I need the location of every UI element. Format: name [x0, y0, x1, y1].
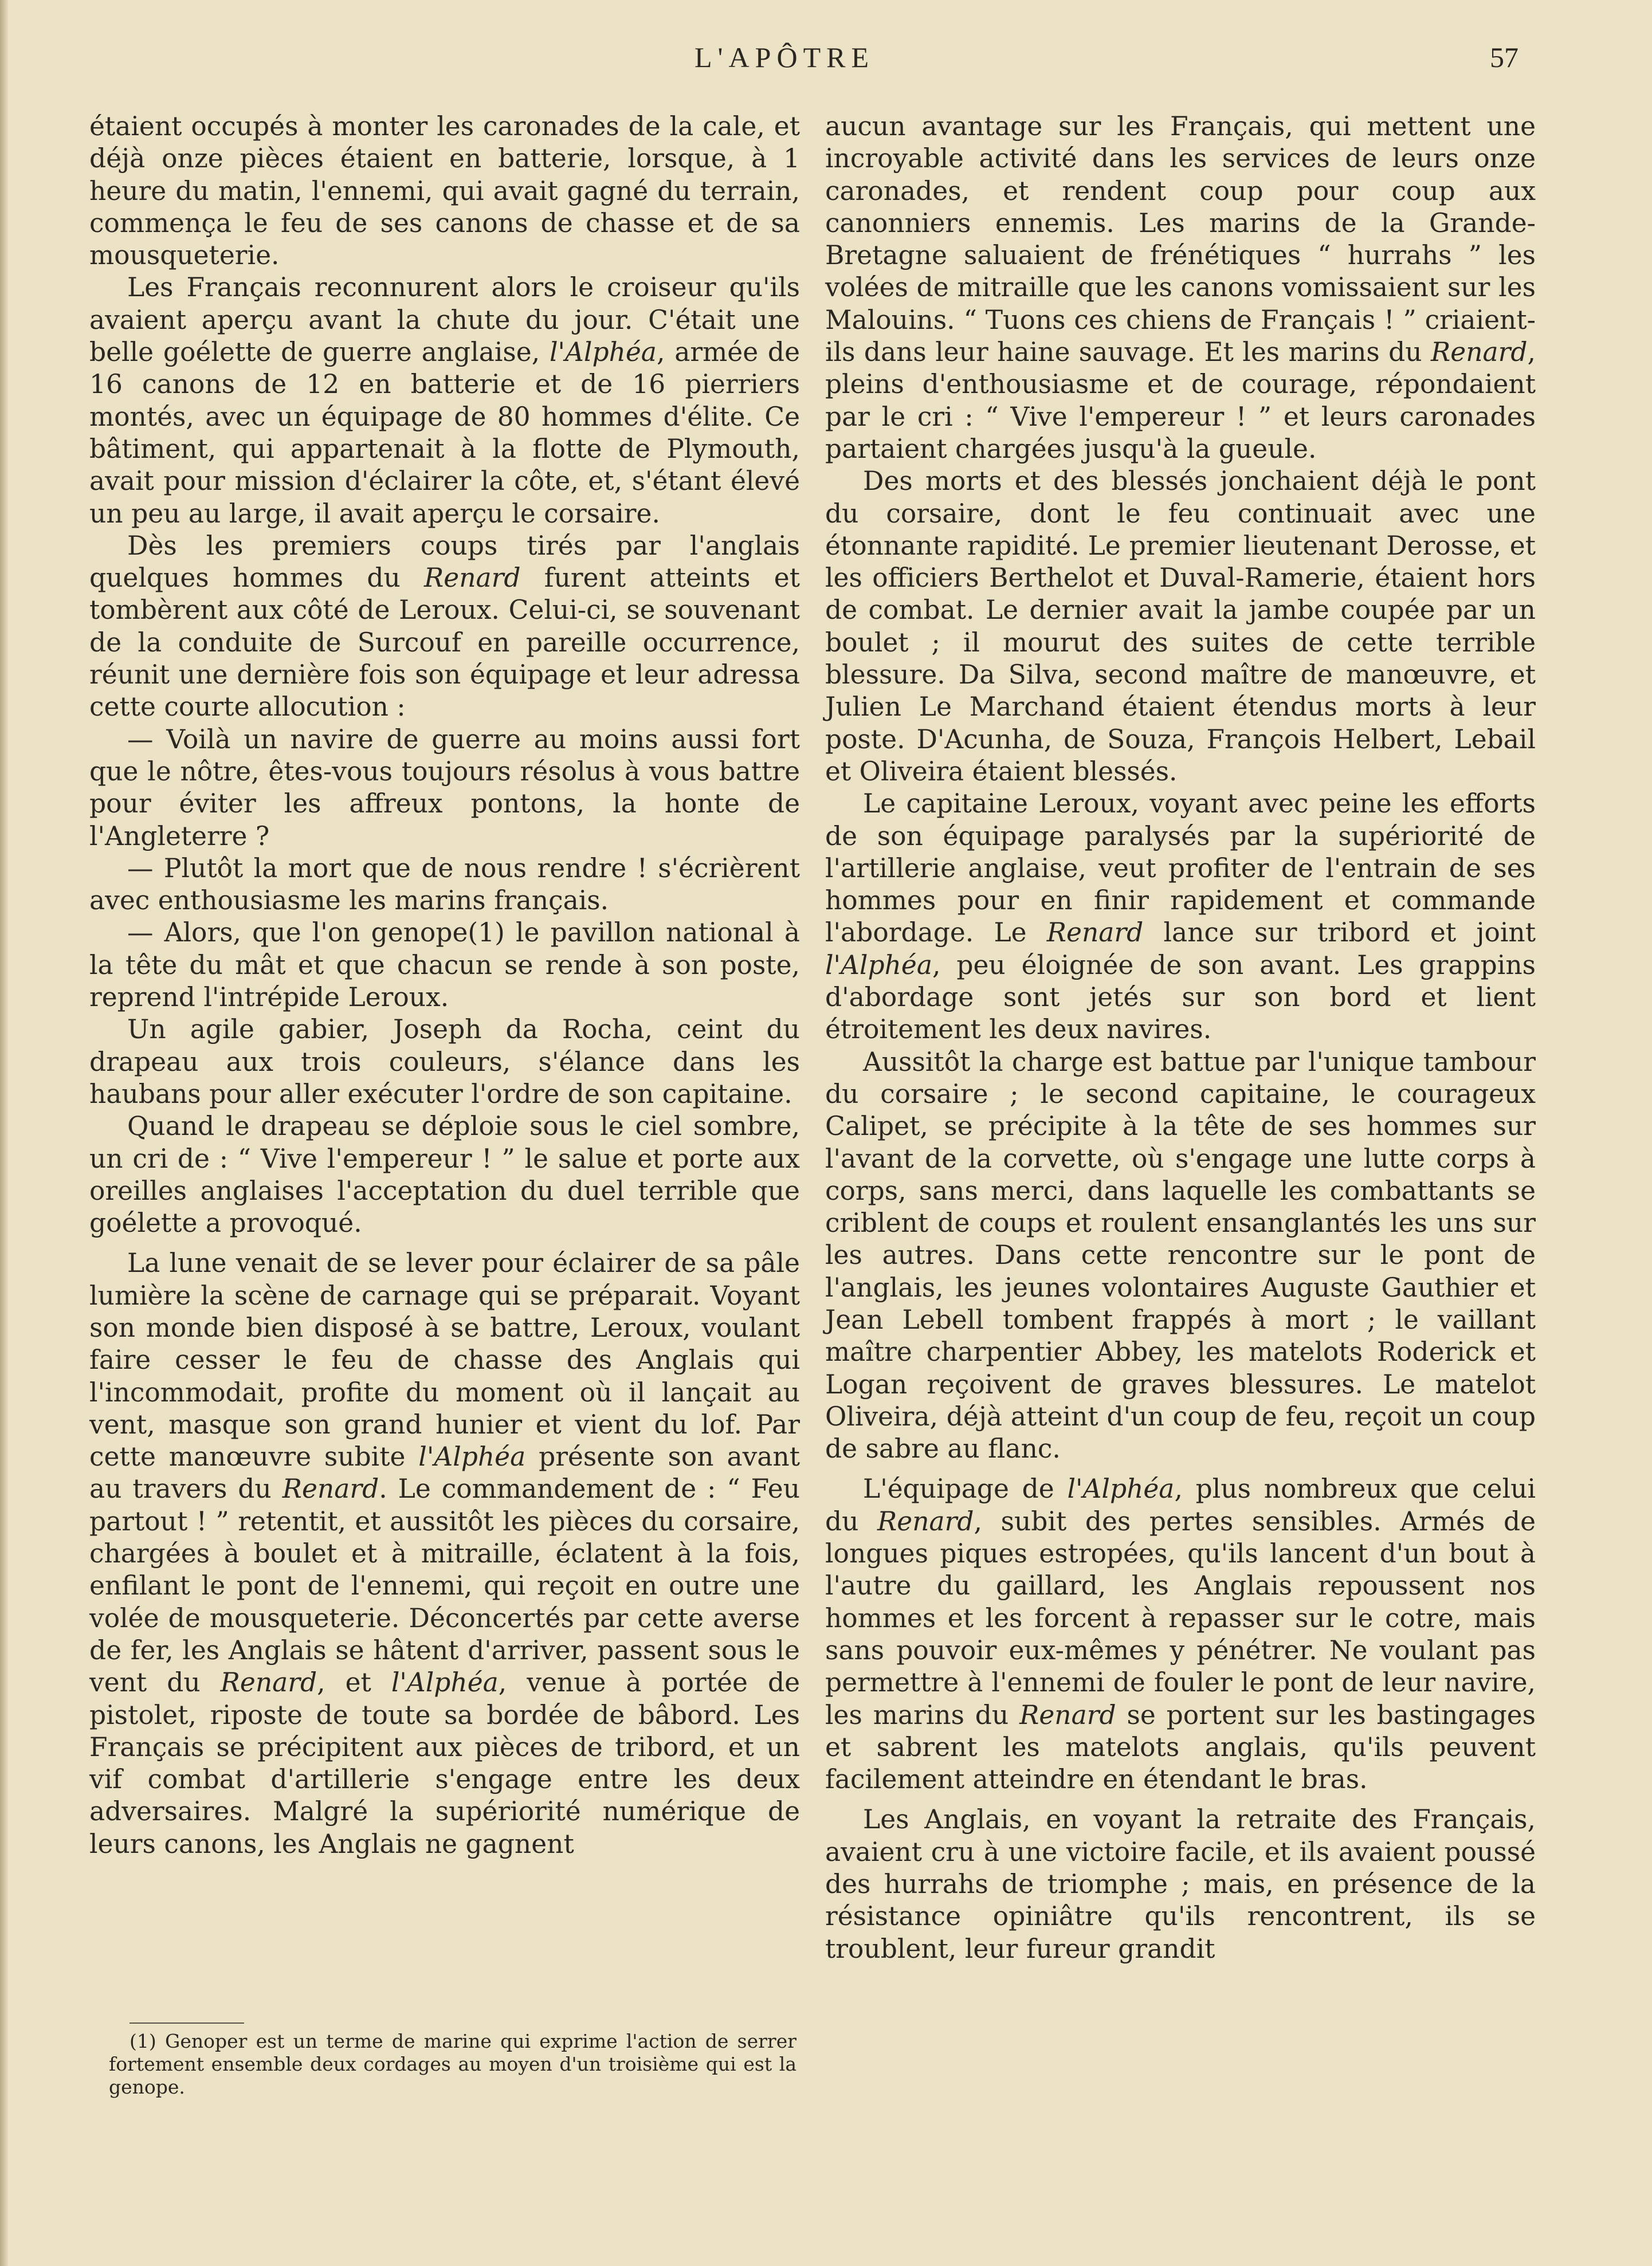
italic-text: Renard — [282, 1474, 379, 1505]
text-run: furent atteints et tombèrent aux côté de Leroux. Celui-ci, se souvenant de la conduite de Surcouf en pareille occurrence, réunit une dernière fois son équipage et leur adressa cette courte allocution : — [89, 563, 801, 722]
text-run: Le capitaine Leroux, voyant avec peine les efforts de son équipage paralysés par la supériorité de l'artillerie anglaise, veut profiter de l'entrain de ses hommes pour en finir rapidement et commande l'abordage. Le — [825, 788, 1536, 948]
text-run: Aussitôt la charge est battue par l'unique tambour du corsaire ; le second capitaine, le courageux Calipet, se précipite à la tête de ses hommes sur l'avant de la corvette, où s'engage une lutte corps à corps, sans merci, dans laquelle les combattants se criblent de coups et roulent ensanglantés les uns sur les autres. Dans cette rencontre sur le pont de l'anglais, les jeunes volontaires Auguste Gauthier et Jean Lebell tombent frappés à mort ; le vaillant maître charpentier Abbey, les matelots Roderick et Logan reçoivent de graves blessures. Le matelot Oliveira, déjà atteint d'un coup de feu, reçoit un coup de sabre au flanc. — [825, 1046, 1536, 1464]
italic-text: l'Alphéa — [549, 337, 657, 368]
footnote: (1) Genoper est un terme de marine qui exprime l'action de serrer fortement ensemble deux cordages au moyen d'un troisième qui est la genope. — [109, 2030, 796, 2098]
text-run: — Plutôt la mort que de nous rendre ! s'écrièrent avec enthousiasme les marins français. — [89, 853, 800, 916]
paragraph — [825, 1046, 1536, 1466]
text-run: , subit des pertes sensibles. Armés de longues piques estropées, qu'ils lancent d'un bout à l'autre du gaillard, les Anglais repoussent nos hommes et les forcent à repasser sur le cotre, mais sans pouvoir eux-mêmes y pénétrer. Ne voulant pas permettre à l'ennemi de fouler le pont de leur navire, les marins du — [825, 1506, 1536, 1730]
paragraph — [825, 111, 1536, 465]
paragraph — [89, 724, 800, 853]
text-run: Les Anglais, en voyant la retraite des Français, avaient cru à une victoire facile, et ils avaient poussé des hurrahs de triomphe ; mais, en présence de la résistance opiniâtre qu'ils rencontrent, ils se troublent, leur fureur grandit — [825, 1804, 1536, 1964]
italic-text: Renard — [1046, 917, 1144, 948]
italic-text: Renard — [1019, 1699, 1116, 1730]
text-run: , et — [317, 1667, 391, 1698]
text-run: aucun avantage sur les Français, qui mettent une incroyable activité dans les services de leurs onze caronades, et rendent coup pour coup aux canonniers ennemis. Les marins de la Grande-Bretagne saluaient de frénétiques “ hurrahs ” les volées de mitraille que les canons vomissaient sur les Malouins. “ Tuons ces chiens de Français ! ” criaient-ils dans leur haine sauvage. Et les marins du — [825, 111, 1536, 368]
paragraph — [89, 530, 800, 724]
text-run: La lune venait de se lever pour éclairer de sa pâle lumière la scène de carnage qui se préparait. Voyant son monde bien disposé à se battre, Leroux, voulant faire cesser le feu de chasse des Anglais qui l'incommodait, profite du moment où il lançait au vent, masque son grand hunier et vient du lof. Par cette manœuvre subite — [89, 1248, 800, 1472]
paragraph — [89, 1247, 800, 1860]
paragraph — [89, 917, 800, 1014]
text-run: L'équipage de — [863, 1474, 1068, 1505]
text-run: , armée de 16 canons de 12 en batterie et de 16 pierriers montés, avec un équipage de 80 hommes d'élite. Ce bâtiment, qui appartenait à la flotte de Plymouth, avait pour mission d'éclairer la côte, et, s'étant élevé un peu au large, il avait aperçu le corsaire. — [89, 337, 800, 529]
text-run: étaient occupés à monter les caronades de la cale, et déjà onze pièces étaient en batterie, lorsque, à 1 heure du matin, l'ennemi, qui avait gagné du terrain, commença le feu de ses canons de chasse et de sa mousqueterie. — [89, 111, 800, 271]
text-run: , venue à portée de pistolet, riposte de toute sa bordée de bâbord. Les Français se précipitent aux pièces de tribord, et un vif combat d'artillerie s'engage entre les deux adversaires. Malgré la supériorité numérique de leurs canons, les Anglais ne gagnent — [89, 1667, 800, 1859]
text-run: Les Français reconnurent alors le croiseur qu'ils avaient aperçu avant la chute du jour. C'était une belle goélette de guerre anglaise, — [89, 272, 800, 368]
italic-text: l'Alphéa — [418, 1442, 526, 1472]
right-text-column — [825, 111, 1536, 2173]
italic-text: l'Alphéa — [391, 1667, 499, 1698]
italic-text: Renard — [877, 1506, 974, 1537]
text-run: , peu éloignée de son avant. Les grappins d'abordage sont jetés sur son bord et lient étroitement les deux navires. — [825, 949, 1536, 1045]
italic-text: l'Alphéa — [825, 949, 932, 980]
running-title: L'APÔTRE — [694, 41, 875, 73]
page-number: 57 — [1490, 41, 1518, 73]
text-run: Des morts et des blessés jonchaient déjà le pont du corsaire, dont le feu continuait avec une étonnante rapidité. Le premier lieutenant Derosse, et les officiers Berthelot et Duval-Ramerie, étaient hors de combat. Le dernier avait la jambe coupée par un boulet ; il mourut des suites de cette terrible blessure. Da Silva, second maître de manœuvre, et Julien Le Marchand étaient étendus morts à leur poste. D'Acunha, de Souza, François Helbert, Lebail et Oliveira étaient blessés. — [825, 466, 1536, 787]
text-run: se portent sur les bastingages et sabrent les matelots anglais, qu'ils peuvent facilement atteindre en étendant le bras. — [825, 1699, 1536, 1795]
paragraph — [89, 1014, 800, 1110]
text-run: . Le commandement de : “ Feu partout ! ” retentit, et aussitôt les pièces du corsaire, chargées à boulet et à mitraille, éclatent à la fois, enfilant le pont de l'ennemi, qui reçoit en outre une volée de mousqueterie. Déconcertés par cette averse de fer, les Anglais se hâtent d'arriver, passent sous le vent du — [89, 1474, 800, 1698]
paragraph — [825, 788, 1536, 1046]
page-edge — [0, 0, 8, 2266]
text-run: présente son avant au travers du — [89, 1442, 801, 1505]
text-run: Dès les premiers coups tirés par l'anglais quelques hommes du — [89, 530, 800, 594]
text-run: lance sur tribord et joint — [1143, 917, 1536, 948]
italic-text: l'Alphéa — [1067, 1474, 1175, 1505]
text-run: — Alors, que l'on genope(1) le pavillon national à la tête du mât et que chacun se rende à son poste, reprend l'intrépide Leroux. — [89, 917, 800, 1013]
paragraph — [89, 272, 800, 529]
left-text-column — [89, 111, 800, 2030]
text-run: Quand le drapeau se déploie sous le ciel sombre, un cri de : “ Vive l'empereur ! ” le salue et porte aux oreilles anglaises l'acceptation du duel terrible que goélette a provoqué. — [89, 1111, 800, 1239]
text-run: , plus nombreux que celui du — [825, 1474, 1536, 1537]
paragraph — [825, 465, 1536, 788]
paragraph — [825, 1473, 1536, 1796]
footnote-rule — [130, 2022, 244, 2024]
italic-text: Renard — [424, 563, 521, 594]
italic-text: Renard — [1431, 337, 1528, 368]
paragraph — [89, 853, 800, 917]
text-run: Un agile gabier, Joseph da Rocha, ceint du drapeau aux trois couleurs, s'élance dans les haubans pour aller exécuter l'ordre de son capitaine. — [89, 1014, 800, 1109]
italic-text: Renard — [220, 1667, 317, 1698]
paragraph — [89, 111, 800, 272]
paragraph — [89, 1110, 800, 1239]
text-run: — Voilà un navire de guerre au moins aussi fort que le nôtre, êtes-vous toujours résolus à vous battre pour éviter les affreux pontons, la honte de l'Angleterre ? — [89, 724, 800, 851]
paragraph — [825, 1804, 1536, 1965]
text-run: , pleins d'enthousiasme et de courage, répondaient par le cri : “ Vive l'empereur ! ” et leurs caronades partaient chargées jusqu'à la gueule. — [825, 337, 1536, 464]
